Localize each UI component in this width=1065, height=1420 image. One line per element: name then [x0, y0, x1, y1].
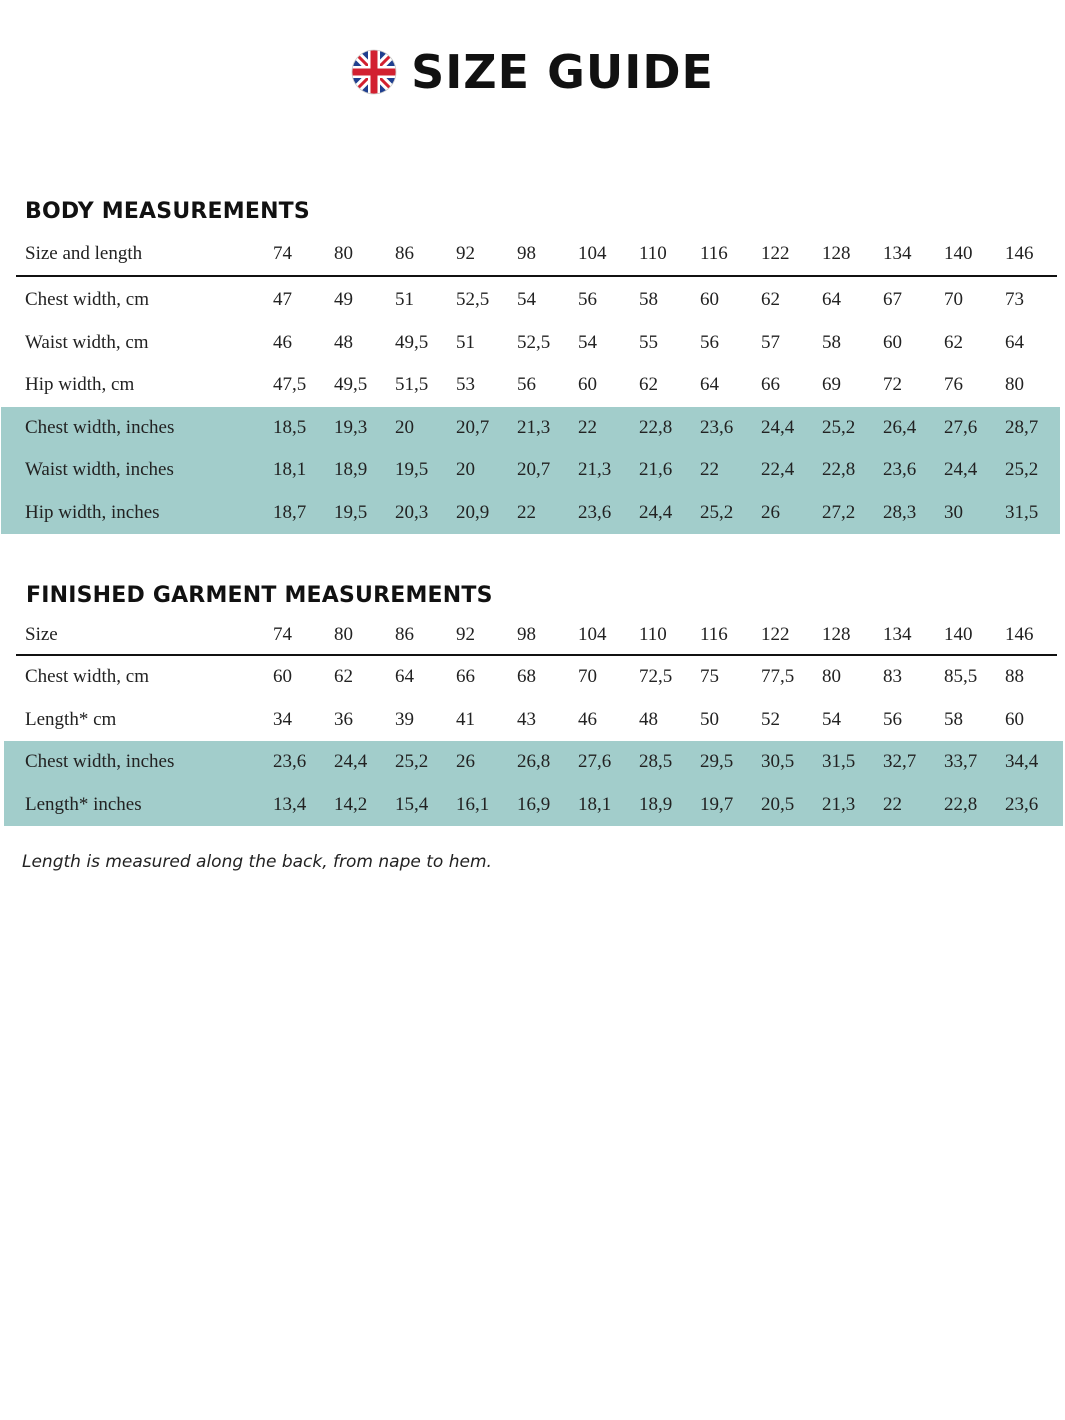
size-header-cell: 98 — [517, 243, 536, 264]
value-cell: 57 — [761, 331, 780, 353]
value-cell: 20,9 — [456, 501, 490, 523]
value-cell: 18,7 — [273, 501, 307, 523]
value-cell: 34,4 — [1005, 751, 1039, 772]
value-cell: 54 — [578, 331, 597, 353]
value-cell: 72 — [883, 374, 902, 395]
size-header-cell: 104 — [578, 624, 607, 645]
value-cell: 30 — [944, 501, 963, 523]
size-header-cell: 134 — [883, 243, 912, 264]
row-label: Length* inches — [25, 793, 142, 815]
value-cell: 54 — [822, 708, 841, 730]
value-cell: 33,7 — [944, 751, 978, 772]
value-cell: 27,2 — [822, 501, 856, 523]
value-cell: 62 — [334, 666, 353, 687]
table-row — [0, 656, 1065, 699]
value-cell: 60 — [700, 289, 719, 310]
value-cell: 69 — [822, 374, 841, 395]
value-cell: 24,4 — [944, 459, 978, 480]
value-cell: 19,5 — [334, 501, 368, 523]
value-cell: 21,3 — [578, 459, 612, 480]
value-cell: 47 — [273, 289, 292, 310]
value-cell: 20,7 — [456, 416, 490, 438]
size-header-cell: 86 — [395, 243, 414, 264]
value-cell: 16,1 — [456, 793, 490, 815]
row-label: Chest width, inches — [25, 751, 175, 772]
value-cell: 21,3 — [517, 416, 551, 438]
size-header-cell: 122 — [761, 624, 790, 645]
value-cell: 85,5 — [944, 666, 978, 687]
value-cell: 52,5 — [517, 331, 551, 353]
value-cell: 56 — [517, 374, 536, 395]
value-cell: 18,5 — [273, 416, 307, 438]
header-row — [0, 614, 1065, 656]
value-cell: 66 — [761, 374, 780, 395]
title-bar — [0, 40, 1065, 104]
value-cell: 48 — [334, 331, 353, 353]
value-cell: 18,9 — [334, 459, 368, 480]
value-cell: 20 — [456, 459, 475, 480]
value-cell: 62 — [639, 374, 658, 395]
value-cell: 46 — [578, 708, 597, 730]
value-cell: 26 — [456, 751, 475, 772]
value-cell: 19,5 — [395, 459, 429, 480]
value-cell: 56 — [883, 708, 902, 730]
value-cell: 21,6 — [639, 459, 673, 480]
row-label: Hip width, cm — [25, 374, 135, 395]
row-label: Chest width, inches — [25, 416, 175, 438]
value-cell: 23,6 — [883, 459, 917, 480]
value-cell: 31,5 — [1005, 501, 1039, 523]
value-cell: 34 — [273, 708, 292, 730]
value-cell: 27,6 — [944, 416, 978, 438]
row-label: Hip width, inches — [25, 501, 160, 523]
table-row — [4, 784, 1063, 827]
size-header-cell: 134 — [883, 624, 912, 645]
value-cell: 64 — [822, 289, 841, 310]
value-cell: 22 — [517, 501, 536, 523]
size-header-cell: 146 — [1005, 243, 1034, 264]
value-cell: 75 — [700, 666, 719, 687]
body-measurements-heading: BODY MEASUREMENTS — [25, 199, 310, 224]
value-cell: 49,5 — [395, 331, 429, 353]
value-cell: 72,5 — [639, 666, 673, 687]
value-cell: 47,5 — [273, 374, 307, 395]
value-cell: 19,3 — [334, 416, 368, 438]
value-cell: 15,4 — [395, 793, 429, 815]
value-cell: 76 — [944, 374, 963, 395]
size-header-cell: 104 — [578, 243, 607, 264]
table-row — [1, 492, 1060, 535]
finished-garment-heading: FINISHED GARMENT MEASUREMENTS — [26, 583, 493, 608]
value-cell: 60 — [578, 374, 597, 395]
value-cell: 56 — [700, 331, 719, 353]
size-header-cell: 86 — [395, 624, 414, 645]
value-cell: 49 — [334, 289, 353, 310]
value-cell: 24,4 — [334, 751, 368, 772]
table-row — [1, 407, 1060, 450]
value-cell: 64 — [700, 374, 719, 395]
header-label: Size and length — [25, 243, 143, 264]
value-cell: 73 — [1005, 289, 1024, 310]
value-cell: 20,5 — [761, 793, 795, 815]
value-cell: 18,9 — [639, 793, 673, 815]
uk-flag-icon — [351, 49, 397, 95]
header-divider — [16, 275, 1057, 277]
value-cell: 36 — [334, 708, 353, 730]
row-label: Waist width, cm — [25, 331, 149, 353]
value-cell: 23,6 — [273, 751, 307, 772]
value-cell: 20,7 — [517, 459, 551, 480]
value-cell: 23,6 — [578, 501, 612, 523]
value-cell: 26,4 — [883, 416, 917, 438]
size-header-cell: 74 — [273, 243, 292, 264]
table-row — [1, 449, 1060, 492]
value-cell: 66 — [456, 666, 475, 687]
value-cell: 30,5 — [761, 751, 795, 772]
row-label: Chest width, cm — [25, 666, 150, 687]
row-label: Waist width, inches — [25, 459, 174, 480]
value-cell: 18,1 — [578, 793, 612, 815]
table-row — [4, 741, 1063, 784]
value-cell: 13,4 — [273, 793, 307, 815]
value-cell: 26,8 — [517, 751, 551, 772]
value-cell: 77,5 — [761, 666, 795, 687]
size-header-cell: 110 — [639, 624, 667, 645]
value-cell: 70 — [578, 666, 597, 687]
table-row — [0, 699, 1065, 742]
size-header-cell: 128 — [822, 243, 851, 264]
value-cell: 28,3 — [883, 501, 917, 523]
value-cell: 70 — [944, 289, 963, 310]
finished-garment-table — [0, 614, 1065, 834]
size-header-cell: 116 — [700, 243, 728, 264]
value-cell: 22,8 — [822, 459, 856, 480]
value-cell: 54 — [517, 289, 536, 310]
size-header-cell: 92 — [456, 624, 475, 645]
size-header-cell: 74 — [273, 624, 292, 645]
value-cell: 32,7 — [883, 751, 917, 772]
value-cell: 60 — [273, 666, 292, 687]
size-header-cell: 92 — [456, 243, 475, 264]
value-cell: 52,5 — [456, 289, 490, 310]
header-row — [0, 233, 1065, 275]
size-header-cell: 146 — [1005, 624, 1034, 645]
size-header-cell: 140 — [944, 624, 973, 645]
value-cell: 25,2 — [395, 751, 429, 772]
table-row — [0, 279, 1065, 322]
value-cell: 41 — [456, 708, 475, 730]
value-cell: 48 — [639, 708, 658, 730]
value-cell: 23,6 — [700, 416, 734, 438]
value-cell: 24,4 — [761, 416, 795, 438]
header-label: Size — [25, 624, 58, 645]
row-label: Chest width, cm — [25, 289, 150, 310]
value-cell: 22,8 — [944, 793, 978, 815]
value-cell: 20,3 — [395, 501, 429, 523]
length-footnote: Length is measured along the back, from nape to hem. — [22, 852, 492, 872]
value-cell: 21,3 — [822, 793, 856, 815]
value-cell: 51 — [456, 331, 475, 353]
value-cell: 80 — [822, 666, 841, 687]
value-cell: 28,7 — [1005, 416, 1039, 438]
size-header-cell: 110 — [639, 243, 667, 264]
value-cell: 58 — [944, 708, 963, 730]
size-header-cell: 98 — [517, 624, 536, 645]
value-cell: 55 — [639, 331, 658, 353]
size-header-cell: 80 — [334, 243, 353, 264]
row-label: Length* cm — [25, 708, 117, 730]
value-cell: 62 — [944, 331, 963, 353]
value-cell: 28,5 — [639, 751, 673, 772]
value-cell: 16,9 — [517, 793, 551, 815]
size-header-cell: 116 — [700, 624, 728, 645]
value-cell: 64 — [395, 666, 414, 687]
size-header-cell: 140 — [944, 243, 973, 264]
value-cell: 83 — [883, 666, 902, 687]
value-cell: 25,2 — [822, 416, 856, 438]
value-cell: 53 — [456, 374, 475, 395]
size-header-cell: 122 — [761, 243, 790, 264]
value-cell: 22 — [578, 416, 597, 438]
value-cell: 22,4 — [761, 459, 795, 480]
body-measurements-table — [0, 233, 1065, 543]
value-cell: 60 — [1005, 708, 1024, 730]
value-cell: 68 — [517, 666, 536, 687]
value-cell: 80 — [1005, 374, 1024, 395]
value-cell: 20 — [395, 416, 414, 438]
value-cell: 23,6 — [1005, 793, 1039, 815]
value-cell: 26 — [761, 501, 780, 523]
value-cell: 46 — [273, 331, 292, 353]
value-cell: 14,2 — [334, 793, 368, 815]
value-cell: 56 — [578, 289, 597, 310]
value-cell: 22 — [883, 793, 902, 815]
value-cell: 39 — [395, 708, 414, 730]
value-cell: 22,8 — [639, 416, 673, 438]
value-cell: 88 — [1005, 666, 1024, 687]
size-header-cell: 128 — [822, 624, 851, 645]
value-cell: 51,5 — [395, 374, 429, 395]
value-cell: 49,5 — [334, 374, 368, 395]
page-title: SIZE GUIDE — [411, 45, 714, 99]
value-cell: 58 — [639, 289, 658, 310]
table-row — [0, 364, 1065, 407]
value-cell: 51 — [395, 289, 414, 310]
value-cell: 25,2 — [700, 501, 734, 523]
value-cell: 58 — [822, 331, 841, 353]
value-cell: 25,2 — [1005, 459, 1039, 480]
value-cell: 52 — [761, 708, 780, 730]
value-cell: 60 — [883, 331, 902, 353]
value-cell: 19,7 — [700, 793, 734, 815]
value-cell: 64 — [1005, 331, 1024, 353]
value-cell: 62 — [761, 289, 780, 310]
size-header-cell: 80 — [334, 624, 353, 645]
value-cell: 43 — [517, 708, 536, 730]
value-cell: 31,5 — [822, 751, 856, 772]
value-cell: 27,6 — [578, 751, 612, 772]
value-cell: 18,1 — [273, 459, 307, 480]
table-row — [0, 322, 1065, 365]
value-cell: 24,4 — [639, 501, 673, 523]
value-cell: 29,5 — [700, 751, 734, 772]
value-cell: 67 — [883, 289, 902, 310]
value-cell: 22 — [700, 459, 719, 480]
value-cell: 50 — [700, 708, 719, 730]
